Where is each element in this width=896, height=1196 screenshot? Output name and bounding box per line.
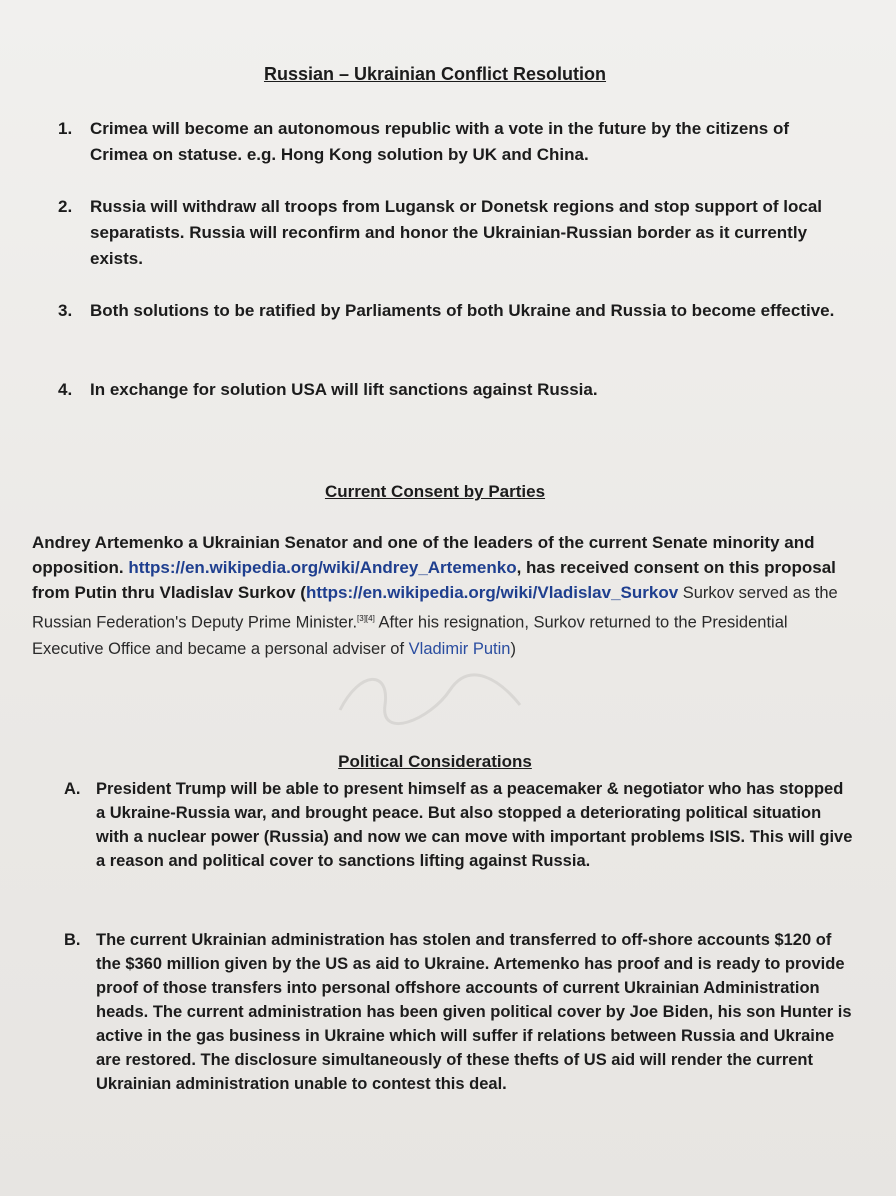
resolution-item (58, 116, 838, 168)
item-marker: A. (64, 780, 81, 798)
footnote-ref: [3][4] (357, 614, 375, 623)
item-text: The current Ukrainian administration has stolen and transferred to off-shore accounts $120 of the $360 million given by the US as aid to Ukraine. Artemenko has proof and is ready to provide proof of those transfers into personal offshore accounts of current Ukrainian Administration heads. The current administration has been given political cover by Joe Biden, his son Hunter is active in the gas business in Ukraine which will suffer if relations between Russia and Ukraine are restored. The disclosure simultaneously of these thefts of US aid will render the current Ukrainian administration unable to contest this deal. (96, 931, 852, 1093)
resolution-item (58, 298, 838, 324)
political-item (64, 777, 854, 873)
consent-heading: Current Consent by Parties (324, 482, 546, 501)
item-text: Both solutions to be ratified by Parliaments of both Ukraine and Russia to become effective. (90, 301, 835, 320)
item-text: Crimea will become an autonomous republic with a vote in the future by the citizens of Crimea on statuse. e.g. Hong Kong solution by UK and China. (90, 119, 789, 164)
political-heading: Political Considerations (338, 752, 532, 771)
item-marker: 4. (58, 380, 73, 399)
item-marker: 2. (58, 197, 73, 216)
resolution-item (58, 377, 838, 403)
item-marker: B. (64, 931, 81, 949)
consent-intro: Andrey Artemenko a Ukrainian Senator and one of the leaders of the current Senate minority and opposition. (32, 533, 815, 577)
item-text: Russia will withdraw all troops from Lugansk or Donetsk regions and stop support of local separatists. Russia will reconfirm and honor the Ukrainian-Russian border as it currently exists. (90, 197, 823, 268)
item-marker: 3. (58, 301, 73, 320)
watermark-stamp (330, 660, 530, 730)
political-item (64, 928, 854, 1096)
closing-paren: ) (510, 639, 516, 658)
surkov-bio: Surkov served as the Russian Federation's Deputy Prime Minister. (32, 584, 838, 632)
consent-paragraph (32, 530, 862, 662)
surkov-bio-cont: After his resignation, Surkov returned to the Presidential Executive Office and became a personal adviser of (32, 613, 788, 658)
item-text: President Trump will be able to present himself as a peacemaker & negotiator who has stopped a Ukraine-Russia war, and brought peace. But also stopped a deteriorating political situation with a nuclear power (Russia) and now we can move with important problems ISIS. This will give a reason and political cover to sanctions lifting against Russia. (96, 780, 853, 870)
artemenko-link[interactable]: https://en.wikipedia.org/wiki/Andrey_Artemenko (128, 558, 517, 577)
putin-link[interactable]: Vladimir Putin (408, 639, 511, 658)
consent-mid: , has received consent on this proposal from Putin thru Vladislav Surkov ( (32, 558, 836, 602)
resolution-item (58, 194, 838, 272)
document-title: Russian – Ukrainian Conflict Resolution (263, 64, 607, 84)
item-marker: 1. (58, 119, 73, 138)
surkov-link[interactable]: https://en.wikipedia.org/wiki/Vladislav_Surkov (305, 583, 679, 602)
item-text: In exchange for solution USA will lift sanctions against Russia. (90, 380, 598, 399)
